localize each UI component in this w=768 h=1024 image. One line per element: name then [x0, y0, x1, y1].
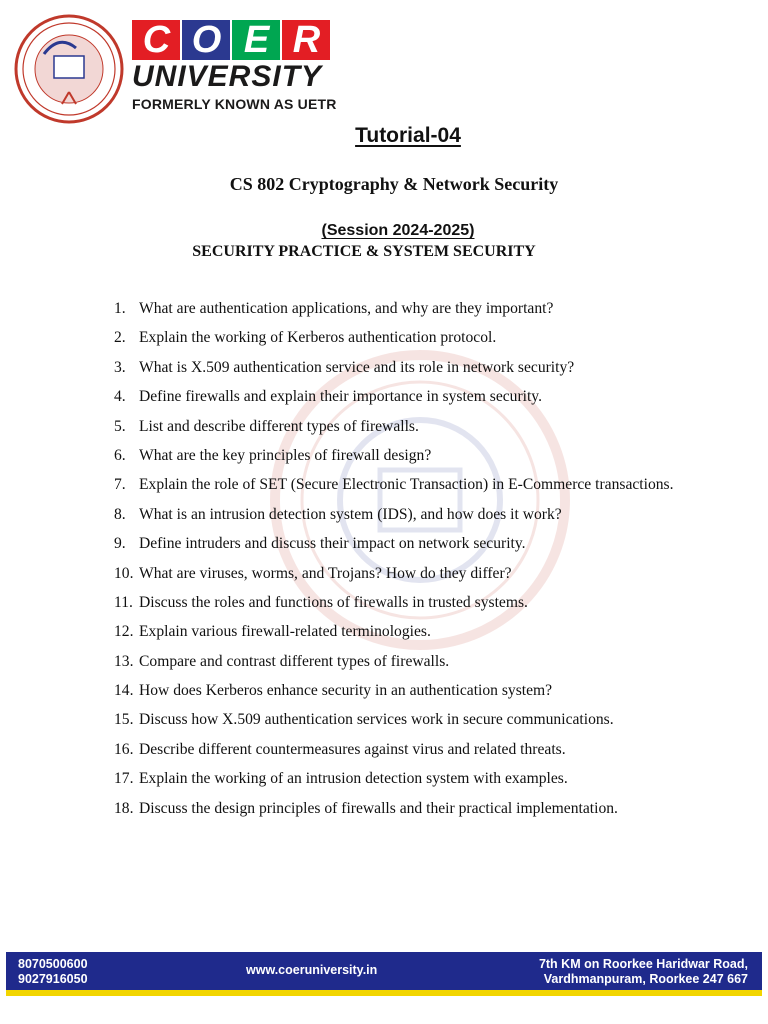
- question-number: 4.: [114, 388, 126, 406]
- question-number: 14.: [114, 682, 134, 700]
- question-number: 16.: [114, 740, 134, 758]
- question-text: How does Kerberos enhance security in an authentication system?: [139, 682, 553, 700]
- question-number: 13.: [114, 652, 134, 670]
- question-item: [114, 711, 694, 728]
- footer-address: [539, 957, 748, 987]
- question-item: [114, 770, 694, 787]
- address-line: Vardhmanpuram, Roorkee 247 667: [543, 972, 748, 986]
- brand-tile-c: C: [132, 20, 180, 60]
- question-item: [114, 300, 694, 317]
- question-number: 7.: [114, 476, 126, 494]
- question-number: 11.: [114, 593, 133, 611]
- question-item: [114, 418, 694, 435]
- footer-phones: [18, 957, 88, 987]
- question-item: [114, 800, 694, 817]
- question-text: What are the key principles of firewall design?: [139, 446, 432, 464]
- question-number: 2.: [114, 329, 126, 347]
- question-item: [114, 359, 694, 376]
- question-number: 3.: [114, 358, 126, 376]
- question-number: 17.: [114, 770, 134, 788]
- course-title: CS 802 Cryptography & Network Security: [229, 174, 559, 194]
- brand-logo: [132, 20, 342, 112]
- question-number: 18.: [114, 799, 134, 817]
- question-text: Discuss how X.509 authentication services work in secure communications.: [139, 711, 614, 729]
- unit-title: SECURITY PRACTICE & SYSTEM SECURITY: [192, 243, 536, 260]
- question-item: [114, 565, 694, 582]
- question-number: 12.: [114, 623, 134, 641]
- question-item: [114, 476, 694, 493]
- question-text: Describe different countermeasures against virus and related threats.: [139, 740, 566, 758]
- question-text: Discuss the design principles of firewalls and their practical implementation.: [139, 799, 618, 817]
- question-item: [114, 741, 694, 758]
- question-number: 9.: [114, 535, 126, 553]
- session-label: (Session 2024-2025): [321, 222, 475, 239]
- question-text: Discuss the roles and functions of firewalls in trusted systems.: [139, 593, 528, 611]
- brand-name: UNIVERSITY: [132, 60, 323, 93]
- phone-number: 9027916050: [18, 972, 88, 986]
- question-number: 6.: [114, 446, 126, 464]
- brand-tile-o: O: [182, 20, 230, 60]
- question-text: Explain the role of SET (Secure Electronic Transaction) in E-Commerce transactions.: [139, 476, 674, 494]
- brand-tiles: [132, 20, 342, 60]
- question-number: 10.: [114, 564, 134, 582]
- question-text: What is X.509 authentication service and its role in network security?: [139, 358, 575, 376]
- brand-tile-e: E: [232, 20, 280, 60]
- question-text: Compare and contrast different types of firewalls.: [139, 652, 450, 670]
- question-item: [114, 594, 694, 611]
- question-number: 1.: [114, 300, 126, 317]
- question-number: 5.: [114, 417, 126, 435]
- question-item: [114, 388, 694, 405]
- website-link[interactable]: www.coeruniversity.in: [246, 963, 378, 977]
- question-number: 8.: [114, 505, 126, 523]
- question-item: [114, 682, 694, 699]
- question-text: What are viruses, worms, and Trojans? How do they differ?: [139, 564, 512, 582]
- question-text: What is an intrusion detection system (IDS), and how does it work?: [139, 505, 562, 523]
- question-text: Explain various firewall-related terminologies.: [139, 623, 431, 641]
- question-item: [114, 623, 694, 640]
- footer-bar: [6, 952, 762, 996]
- question-item: [114, 506, 694, 523]
- question-number: 15.: [114, 711, 134, 729]
- question-item: [114, 653, 694, 670]
- address-line: 7th KM on Roorkee Haridwar Road,: [538, 957, 748, 971]
- question-text: What are authentication applications, and why are they important?: [139, 300, 554, 317]
- question-item: [114, 447, 694, 464]
- question-text: List and describe different types of firewalls.: [139, 417, 419, 435]
- question-list: [114, 300, 694, 829]
- brand-tile-r: R: [282, 20, 330, 60]
- question-text: Explain the working of an intrusion detection system with examples.: [139, 770, 568, 788]
- question-text: Define intruders and discuss their impact on network security.: [139, 535, 526, 553]
- brand-tagline: FORMERLY KNOWN AS UETR: [132, 96, 337, 112]
- university-seal-logo: [14, 14, 124, 124]
- question-text: Explain the working of Kerberos authentication protocol.: [139, 329, 497, 347]
- question-item: [114, 535, 694, 552]
- question-item: [114, 329, 694, 346]
- phone-number: 8070500600: [18, 957, 88, 971]
- question-text: Define firewalls and explain their importance in system security.: [139, 388, 542, 406]
- tutorial-title: Tutorial-04: [355, 124, 461, 147]
